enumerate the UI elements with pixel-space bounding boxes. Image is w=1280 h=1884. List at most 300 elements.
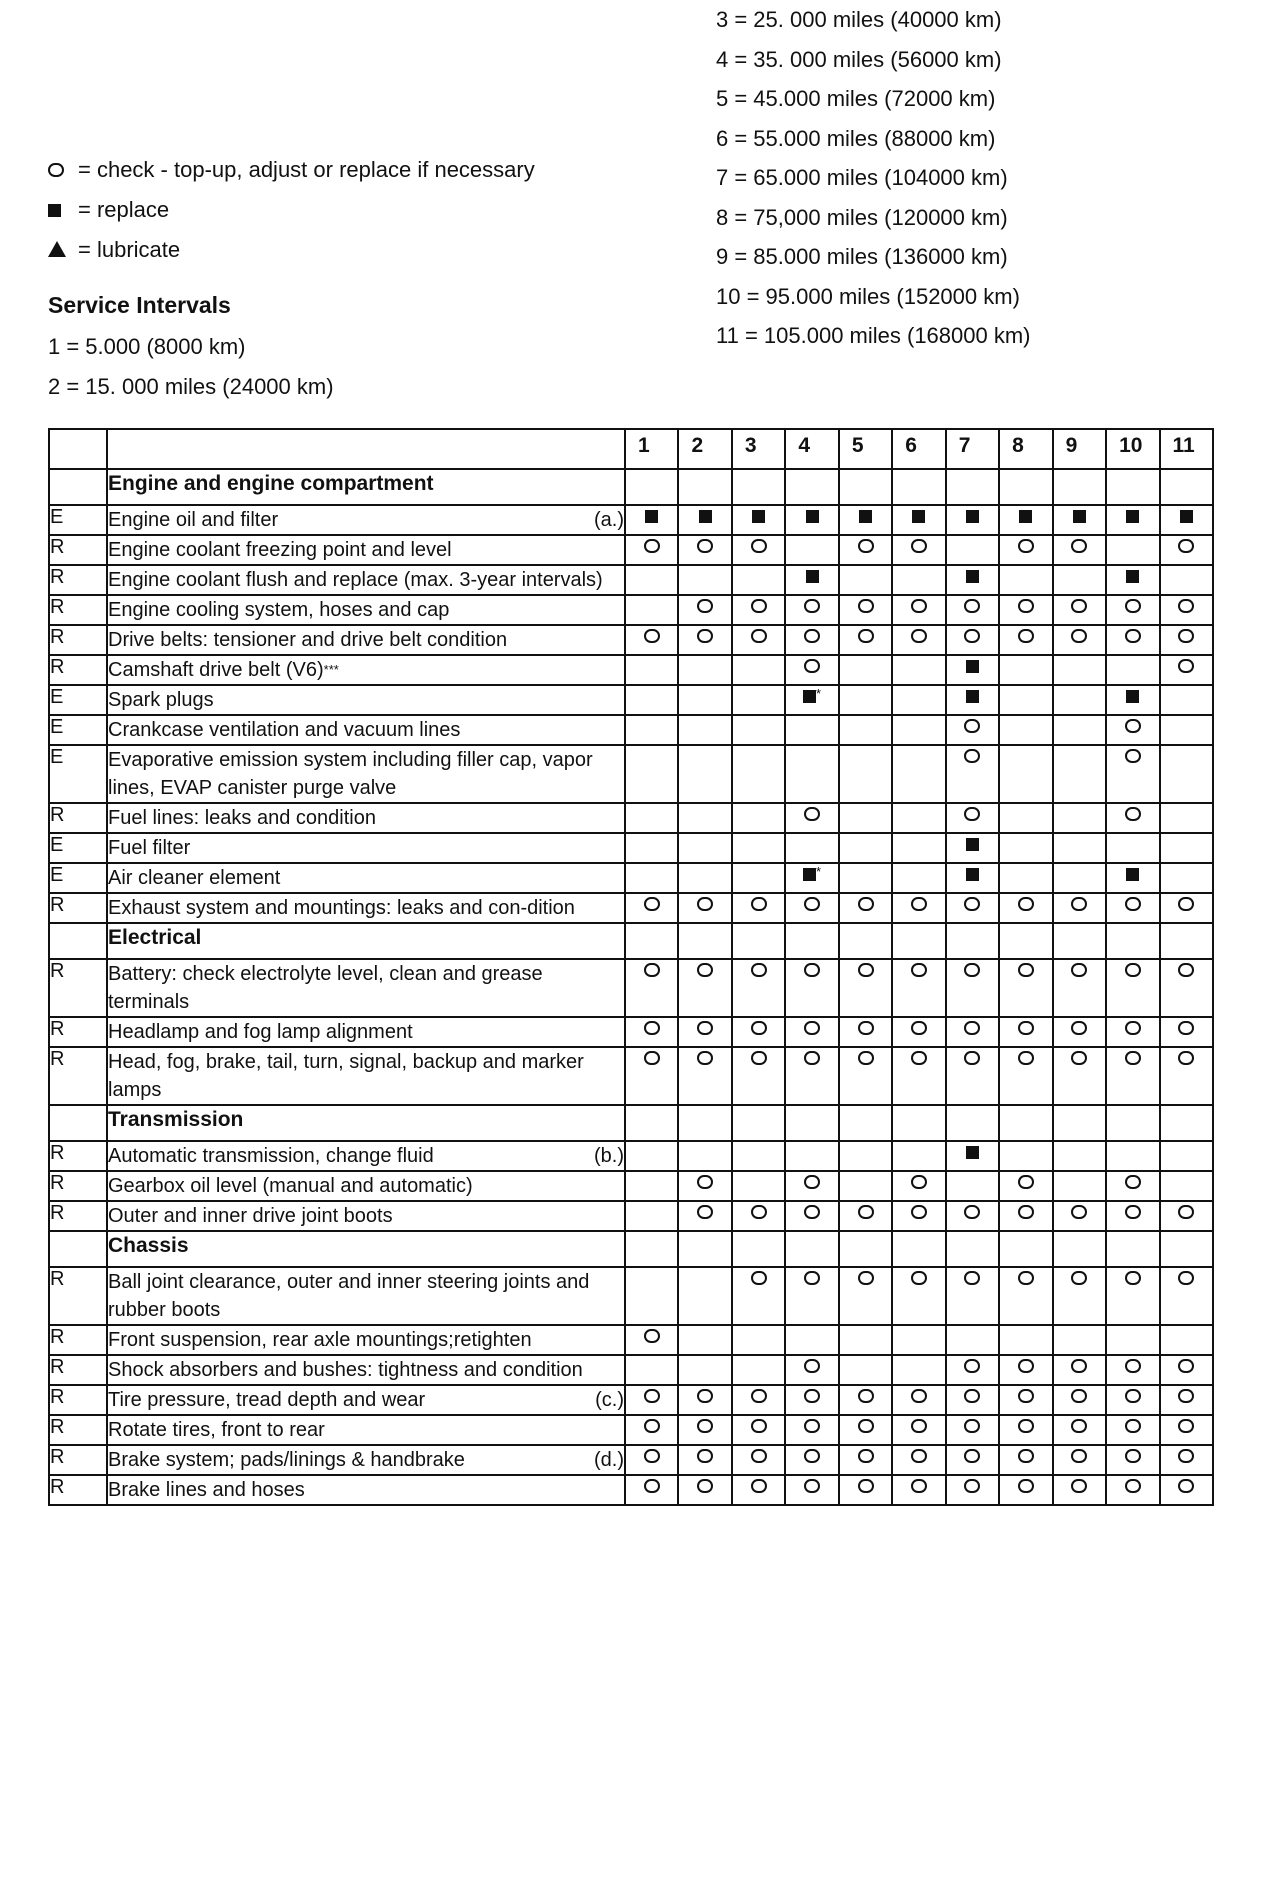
header-interval: 7	[946, 429, 999, 469]
interval-cell	[999, 1047, 1052, 1105]
check-icon	[1018, 1175, 1034, 1189]
interval-cell	[678, 1201, 731, 1231]
interval-item: 2 = 15. 000 miles (24000 km)	[48, 374, 334, 399]
check-icon	[697, 1419, 713, 1433]
interval-cell	[625, 1201, 678, 1231]
interval-cell	[1160, 625, 1213, 655]
interval-cell	[732, 565, 785, 595]
check-icon	[964, 1389, 980, 1403]
check-icon	[858, 1479, 874, 1493]
service-item	[107, 1201, 625, 1231]
check-icon	[1178, 1205, 1194, 1219]
replace-icon	[699, 510, 712, 523]
service-item	[107, 565, 625, 595]
check-icon	[964, 1359, 980, 1373]
service-item	[107, 1171, 625, 1201]
interval-cell	[785, 535, 838, 565]
interval-cell	[1160, 745, 1213, 803]
empty-cell	[892, 1231, 945, 1267]
check-icon	[1125, 1205, 1141, 1219]
check-icon	[644, 963, 660, 977]
empty-cell	[785, 1231, 838, 1267]
interval-cell	[1106, 1385, 1159, 1415]
replace-icon	[1126, 690, 1139, 703]
service-item	[107, 745, 625, 803]
check-icon	[1178, 1051, 1194, 1065]
table-row	[49, 1355, 1213, 1385]
check-icon	[644, 1479, 660, 1493]
check-icon	[804, 963, 820, 977]
interval-cell	[732, 655, 785, 685]
interval-cell	[625, 1141, 678, 1171]
interval-cell	[892, 1355, 945, 1385]
empty-cell	[946, 1231, 999, 1267]
check-icon	[964, 1051, 980, 1065]
interval-cell	[999, 1201, 1052, 1231]
service-item	[107, 959, 625, 1017]
interval-cell	[678, 833, 731, 863]
interval-cell	[892, 655, 945, 685]
interval-cell	[892, 685, 945, 715]
interval-cell	[678, 803, 731, 833]
interval-cell	[732, 745, 785, 803]
interval-cell	[1053, 625, 1106, 655]
service-item	[107, 685, 625, 715]
interval-cell	[892, 745, 945, 803]
check-icon	[697, 1021, 713, 1035]
interval-cell	[892, 1445, 945, 1475]
check-icon	[804, 599, 820, 613]
table-row	[49, 959, 1213, 1017]
check-icon	[1178, 1449, 1194, 1463]
interval-cell	[892, 1047, 945, 1105]
check-icon	[1125, 1479, 1141, 1493]
header-interval: 10	[1106, 429, 1159, 469]
check-icon	[911, 599, 927, 613]
interval-cell	[732, 625, 785, 655]
check-icon	[1125, 599, 1141, 613]
check-icon	[1018, 1479, 1034, 1493]
interval-cell	[625, 1171, 678, 1201]
table-row	[49, 715, 1213, 745]
interval-cell	[1106, 1445, 1159, 1475]
interval-cell	[678, 1385, 731, 1415]
table-row	[49, 685, 1213, 715]
interval-cell	[999, 535, 1052, 565]
interval-cell	[999, 655, 1052, 685]
service-type: E	[49, 833, 107, 863]
interval-cell	[678, 655, 731, 685]
interval-cell	[1106, 1325, 1159, 1355]
interval-cell	[1160, 565, 1213, 595]
service-item	[107, 833, 625, 863]
check-icon	[697, 963, 713, 977]
empty-cell	[678, 1105, 731, 1141]
service-item-note: (c.)	[595, 1389, 624, 1411]
interval-item: 4 = 35. 000 miles (56000 km)	[716, 46, 1002, 72]
check-icon	[48, 163, 64, 177]
asterisk-marker: *	[816, 686, 822, 701]
interval-cell	[785, 1171, 838, 1201]
interval-cell	[839, 1141, 892, 1171]
check-icon	[644, 1021, 660, 1035]
interval-cell	[946, 1017, 999, 1047]
interval-cell	[946, 655, 999, 685]
service-type: R	[49, 535, 107, 565]
interval-cell	[785, 1415, 838, 1445]
check-icon	[804, 1021, 820, 1035]
interval-cell	[732, 863, 785, 893]
interval-cell	[1053, 1201, 1106, 1231]
interval-cell	[1053, 893, 1106, 923]
interval-cell	[946, 565, 999, 595]
section-title: Chassis	[107, 1231, 625, 1267]
table-header-row	[49, 429, 1213, 469]
interval-cell	[785, 1445, 838, 1475]
service-item-text: Shock absorbers and bushes: tightness and condition	[108, 1359, 583, 1381]
interval-cell	[946, 863, 999, 893]
interval-cell	[1160, 685, 1213, 715]
interval-cell	[732, 1325, 785, 1355]
maintenance-schedule-table	[48, 428, 1214, 1506]
interval-cell	[839, 1445, 892, 1475]
empty-cell	[839, 1231, 892, 1267]
interval-item: 5 = 45.000 miles (72000 km)	[716, 86, 996, 111]
service-type: E	[49, 685, 107, 715]
service-item-text: Engine coolant freezing point and level	[108, 539, 452, 561]
replace-icon	[1126, 570, 1139, 583]
interval-cell	[999, 1415, 1052, 1445]
interval-cell	[1160, 1201, 1213, 1231]
service-type: R	[49, 959, 107, 1017]
interval-cell	[732, 1017, 785, 1047]
check-icon	[911, 1479, 927, 1493]
interval-cell	[1160, 1355, 1213, 1385]
interval-cell	[999, 1017, 1052, 1047]
service-item	[107, 803, 625, 833]
interval-cell	[785, 715, 838, 745]
service-item-text: Front suspension, rear axle mountings;retighten	[108, 1329, 532, 1351]
interval-cell	[1053, 715, 1106, 745]
check-icon	[697, 599, 713, 613]
check-icon	[697, 1389, 713, 1403]
interval-cell	[1160, 1415, 1213, 1445]
replace-icon	[1126, 868, 1139, 881]
check-icon	[804, 1271, 820, 1285]
interval-cell	[1053, 1267, 1106, 1325]
interval-cell	[946, 685, 999, 715]
interval-cell	[678, 1047, 731, 1105]
interval-cell	[1053, 655, 1106, 685]
check-icon	[1071, 1479, 1087, 1493]
interval-cell	[785, 893, 838, 923]
check-icon	[1178, 1021, 1194, 1035]
check-icon	[751, 1051, 767, 1065]
interval-cell	[1053, 1385, 1106, 1415]
check-icon	[697, 629, 713, 643]
service-item-text: Head, fog, brake, tail, turn, signal, backup and marker lamps	[108, 1051, 584, 1101]
interval-cell	[1053, 745, 1106, 803]
empty-cell	[732, 469, 785, 505]
interval-cell	[892, 1415, 945, 1445]
interval-cell	[999, 833, 1052, 863]
interval-cell	[946, 625, 999, 655]
interval-item: 7 = 65.000 miles (104000 km)	[716, 165, 1008, 190]
interval-cell	[1160, 1267, 1213, 1325]
service-item-text: Engine oil and filter	[108, 509, 279, 531]
interval-cell	[678, 1475, 731, 1505]
interval-cell	[732, 505, 785, 535]
check-icon	[697, 1449, 713, 1463]
check-icon	[858, 1205, 874, 1219]
interval-cell	[1106, 1355, 1159, 1385]
header-type	[49, 429, 107, 469]
interval-cell	[1053, 535, 1106, 565]
replace-icon	[645, 510, 658, 523]
check-icon	[751, 1021, 767, 1035]
check-icon	[644, 1419, 660, 1433]
service-item-text: Battery: check electrolyte level, clean and grease terminals	[108, 963, 543, 1013]
interval-cell	[839, 595, 892, 625]
section-row	[49, 1231, 1213, 1267]
check-icon	[1178, 1359, 1194, 1373]
check-icon	[858, 1271, 874, 1285]
interval-cell	[678, 505, 731, 535]
check-icon	[858, 1449, 874, 1463]
interval-cell	[625, 833, 678, 863]
service-item	[107, 863, 625, 893]
legend-lubricate	[48, 230, 535, 270]
empty-cell	[839, 923, 892, 959]
service-type: R	[49, 625, 107, 655]
check-icon	[911, 1449, 927, 1463]
check-icon	[964, 1479, 980, 1493]
empty-cell	[785, 469, 838, 505]
empty-cell	[999, 469, 1052, 505]
interval-cell	[839, 1017, 892, 1047]
empty-cell	[999, 1105, 1052, 1141]
interval-cell	[1053, 1475, 1106, 1505]
interval-cell	[1106, 959, 1159, 1017]
interval-cell	[1106, 625, 1159, 655]
service-type: R	[49, 1355, 107, 1385]
check-icon	[1018, 539, 1034, 553]
interval-cell	[946, 1047, 999, 1105]
service-item-note: (d.)	[594, 1449, 624, 1471]
check-icon	[911, 1051, 927, 1065]
service-intervals-title: Service Intervals	[48, 292, 231, 318]
empty-cell	[999, 923, 1052, 959]
interval-cell	[1053, 1355, 1106, 1385]
check-icon	[804, 1359, 820, 1373]
check-icon	[751, 1389, 767, 1403]
table-row	[49, 1325, 1213, 1355]
interval-cell	[625, 565, 678, 595]
interval-cell	[892, 803, 945, 833]
service-item-text: Fuel lines: leaks and condition	[108, 807, 376, 829]
interval-cell	[1106, 685, 1159, 715]
check-icon	[858, 1419, 874, 1433]
header-interval: 5	[839, 429, 892, 469]
empty-cell	[678, 469, 731, 505]
interval-cell	[678, 1415, 731, 1445]
interval-cell	[892, 893, 945, 923]
empty-cell	[732, 1231, 785, 1267]
interval-cell	[625, 1047, 678, 1105]
interval-cell	[1160, 1325, 1213, 1355]
interval-cell	[946, 1445, 999, 1475]
interval-cell	[1053, 1445, 1106, 1475]
check-icon	[1018, 1359, 1034, 1373]
check-icon	[1071, 1419, 1087, 1433]
interval-cell	[625, 959, 678, 1017]
interval-cell	[892, 1385, 945, 1415]
interval-cell	[839, 1267, 892, 1325]
table-row	[49, 893, 1213, 923]
header-interval: 2	[678, 429, 731, 469]
check-icon	[751, 1479, 767, 1493]
interval-cell	[1053, 1017, 1106, 1047]
check-icon	[751, 539, 767, 553]
interval-cell	[839, 1475, 892, 1505]
interval-cell	[946, 595, 999, 625]
service-item	[107, 715, 625, 745]
table-row	[49, 1475, 1213, 1505]
service-type: E	[49, 715, 107, 745]
interval-cell	[1106, 1415, 1159, 1445]
check-icon	[1125, 897, 1141, 911]
check-icon	[1178, 1271, 1194, 1285]
interval-cell	[785, 655, 838, 685]
interval-cell	[785, 1141, 838, 1171]
interval-cell	[946, 1385, 999, 1415]
interval-cell	[1160, 833, 1213, 863]
check-icon	[1071, 1021, 1087, 1035]
service-item-note: (b.)	[594, 1145, 624, 1167]
check-icon	[1125, 749, 1141, 763]
service-item-text: Fuel filter	[108, 837, 191, 859]
check-icon	[964, 1449, 980, 1463]
empty-cell	[1106, 1231, 1159, 1267]
interval-cell	[732, 1047, 785, 1105]
interval-cell	[999, 1475, 1052, 1505]
check-icon	[1125, 1175, 1141, 1189]
section-type-cell	[49, 1231, 107, 1267]
interval-cell	[839, 1201, 892, 1231]
legend-lubricate-text: = lubricate	[78, 237, 181, 262]
check-icon	[1018, 599, 1034, 613]
interval-cell	[1053, 1325, 1106, 1355]
interval-cell	[732, 715, 785, 745]
interval-cell	[1106, 893, 1159, 923]
empty-cell	[1106, 1105, 1159, 1141]
service-item	[107, 595, 625, 625]
check-icon	[1071, 1051, 1087, 1065]
interval-cell	[1106, 1171, 1159, 1201]
check-icon	[1018, 1271, 1034, 1285]
interval-cell	[732, 685, 785, 715]
interval-cell	[839, 1355, 892, 1385]
check-icon	[1125, 1271, 1141, 1285]
interval-cell	[732, 595, 785, 625]
empty-cell	[678, 1231, 731, 1267]
interval-cell	[999, 505, 1052, 535]
table-row	[49, 1385, 1213, 1415]
interval-item: 9 = 85.000 miles (136000 km)	[716, 244, 1008, 269]
table-row	[49, 803, 1213, 833]
interval-cell	[946, 803, 999, 833]
interval-cell	[1160, 863, 1213, 893]
empty-cell	[1160, 1231, 1213, 1267]
section-row	[49, 469, 1213, 505]
service-type: R	[49, 1017, 107, 1047]
check-icon	[1018, 1419, 1034, 1433]
service-item	[107, 1047, 625, 1105]
interval-cell	[892, 1475, 945, 1505]
interval-cell	[732, 1141, 785, 1171]
check-icon	[858, 897, 874, 911]
interval-cell	[1106, 833, 1159, 863]
check-icon	[1018, 1389, 1034, 1403]
interval-cell	[785, 803, 838, 833]
check-icon	[804, 1051, 820, 1065]
check-icon	[697, 1479, 713, 1493]
asterisk-marker: *	[816, 864, 822, 879]
interval-cell	[678, 1141, 731, 1171]
interval-cell	[1106, 1047, 1159, 1105]
check-icon	[1178, 599, 1194, 613]
header-interval: 6	[892, 429, 945, 469]
service-type: R	[49, 1475, 107, 1505]
check-icon	[1125, 1389, 1141, 1403]
empty-cell	[892, 469, 945, 505]
check-icon	[644, 897, 660, 911]
interval-cell	[999, 1267, 1052, 1325]
replace-icon	[806, 570, 819, 583]
check-icon	[697, 539, 713, 553]
interval-cell	[625, 893, 678, 923]
table-row	[49, 655, 1213, 685]
empty-cell	[732, 1105, 785, 1141]
check-icon	[751, 1449, 767, 1463]
section-type-cell	[49, 1105, 107, 1141]
interval-cell	[1106, 745, 1159, 803]
service-item-text: Drive belts: tensioner and drive belt condition	[108, 629, 508, 651]
service-type: E	[49, 505, 107, 535]
interval-cell	[1053, 505, 1106, 535]
service-item	[107, 1475, 625, 1505]
check-icon	[804, 1175, 820, 1189]
check-icon	[804, 1479, 820, 1493]
check-icon	[751, 1271, 767, 1285]
interval-cell	[625, 505, 678, 535]
check-icon	[804, 807, 820, 821]
interval-cell	[1160, 1017, 1213, 1047]
interval-cell	[625, 685, 678, 715]
interval-cell	[1106, 863, 1159, 893]
interval-cell	[732, 1445, 785, 1475]
check-icon	[1018, 1051, 1034, 1065]
check-icon	[911, 1205, 927, 1219]
check-icon	[858, 1389, 874, 1403]
interval-item: 6 = 55.000 miles (88000 km)	[716, 125, 996, 151]
service-item	[107, 655, 625, 685]
section-row	[49, 1105, 1213, 1141]
service-type: R	[49, 1445, 107, 1475]
interval-cell	[785, 685, 838, 715]
check-icon	[1125, 719, 1141, 733]
service-type: R	[49, 1047, 107, 1105]
